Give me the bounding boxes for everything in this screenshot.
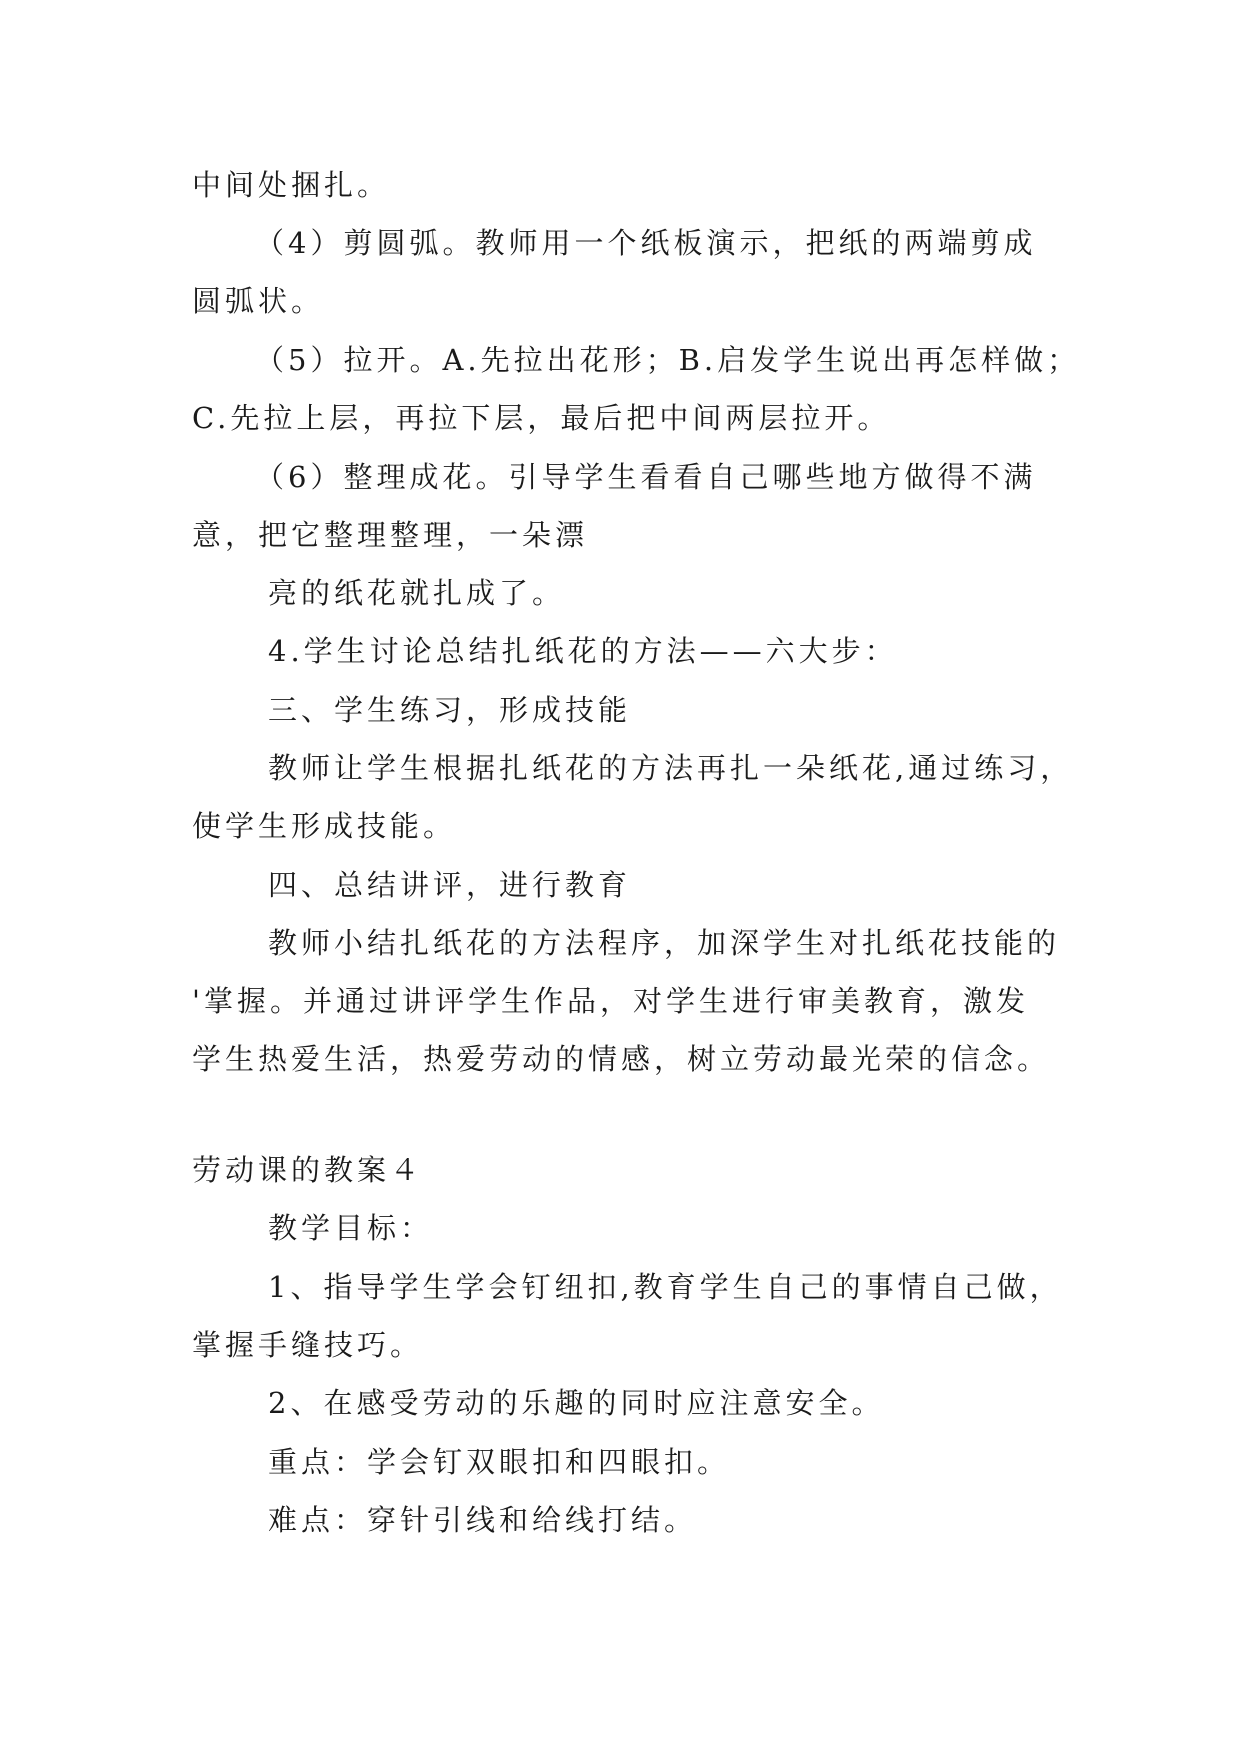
text-line: 掌握手缝技巧。 [192, 1328, 424, 1362]
text-line: 意，把它整理整理，一朵漂 [192, 518, 589, 552]
text-line: C.先拉上层，再拉下层，最后把中间两层拉开。 [192, 401, 891, 435]
text-line: 亮的纸花就扎成了。 [268, 576, 566, 610]
section-heading: 四、总结讲评，进行教育 [268, 868, 632, 902]
text-line: 难点：穿针引线和给线打结。 [268, 1503, 698, 1537]
text-line: 使学生形成技能。 [192, 809, 457, 843]
text-line: '掌握。并通过讲评学生作品，对学生进行审美教育，激发 [192, 984, 1029, 1018]
text-line: （4）剪圆弧。教师用一个纸板演示，把纸的两端剪成 [255, 226, 1037, 260]
text-line: 教学目标： [268, 1211, 434, 1245]
section-heading: 三、学生练习，形成技能 [268, 693, 632, 727]
lesson-title: 劳动课的教案４ [192, 1153, 424, 1187]
text-line: （6）整理成花。引导学生看看自己哪些地方做得不满 [255, 460, 1037, 494]
text-line: 1、指导学生学会钉纽扣,教育学生自己的事情自己做， [268, 1270, 1063, 1304]
text-line: （5）拉开。A.先拉出花形；B.启发学生说出再怎样做； [255, 343, 1081, 377]
text-line: 中间处捆扎。 [192, 168, 391, 202]
text-line: 教师小结扎纸花的方法程序，加深学生对扎纸花技能的 [268, 926, 1061, 960]
text-line: 教师让学生根据扎纸花的方法再扎一朵纸花,通过练习， [268, 751, 1074, 785]
text-line: 学生热爱生活，热爱劳动的情感，树立劳动最光荣的信念。 [192, 1042, 1051, 1076]
text-line: 4.学生讨论总结扎纸花的方法——六大步： [268, 634, 898, 668]
text-line: 2、在感受劳动的乐趣的同时应注意安全。 [268, 1386, 885, 1420]
text-line: 重点：学会钉双眼扣和四眼扣。 [268, 1445, 731, 1479]
text-line: 圆弧状。 [192, 284, 325, 318]
